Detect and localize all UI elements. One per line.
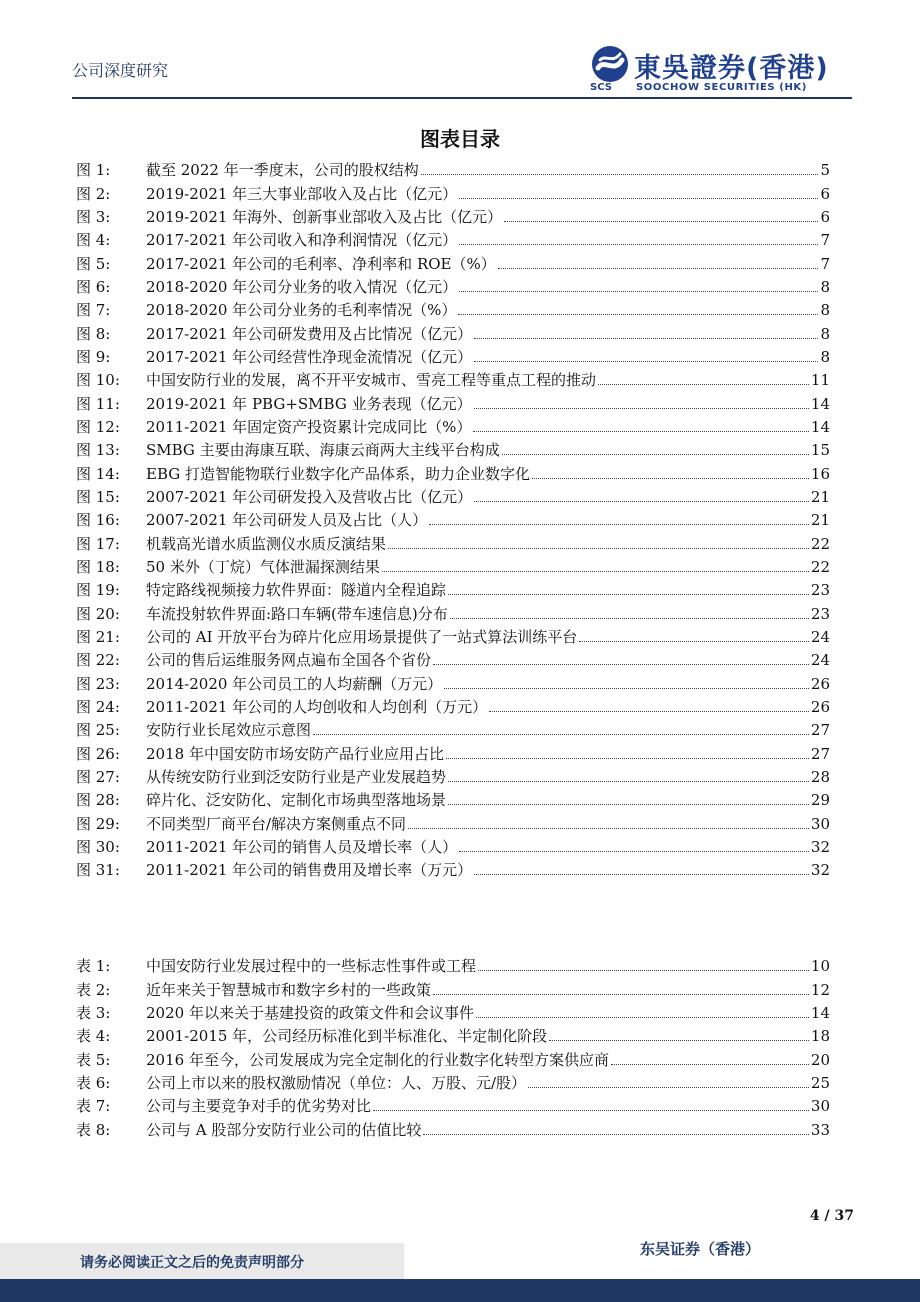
entry-title: 公司与 A 股部分安防行业公司的估值比较 — [146, 1120, 422, 1139]
entry-page: 30 — [810, 1097, 830, 1116]
entry-title: 公司的售后运维服务网点遍布全国各个省份 — [146, 651, 432, 670]
entry-page: 32 — [810, 837, 830, 856]
figure-entry[interactable] — [76, 857, 830, 880]
dot-leader — [313, 734, 809, 735]
entry-number: 图 5: — [76, 254, 111, 273]
figure-entry[interactable] — [76, 297, 830, 320]
entry-number: 图 12: — [76, 417, 120, 436]
figure-entry[interactable] — [76, 810, 830, 833]
dot-leader — [459, 198, 818, 199]
entry-page: 12 — [810, 980, 830, 999]
entry-title: 车流投射软件界面:路口车辆(带车速信息)分布 — [146, 604, 448, 623]
entry-page: 6 — [820, 184, 830, 203]
figure-entry[interactable] — [76, 390, 830, 413]
entry-number: 图 3: — [76, 207, 111, 226]
figure-entry[interactable] — [76, 530, 830, 553]
dot-leader — [423, 1134, 809, 1135]
figure-entry[interactable] — [76, 577, 830, 600]
dot-leader — [429, 524, 809, 525]
entry-number: 图 25: — [76, 721, 120, 740]
entry-title: SMBG 主要由海康互联、海康云商两大主线平台构成 — [146, 441, 500, 460]
entry-number: 图 21: — [76, 627, 120, 646]
table-entry[interactable] — [76, 1070, 830, 1093]
figure-entry[interactable] — [76, 507, 830, 530]
entry-page: 29 — [810, 791, 830, 810]
entry-number: 表 8: — [76, 1120, 111, 1139]
table-entry[interactable] — [76, 1046, 830, 1069]
figure-list — [76, 157, 830, 880]
entry-page: 27 — [810, 744, 830, 763]
entry-title: 不同类型厂商平台/解决方案侧重点不同 — [146, 814, 407, 833]
entry-page: 20 — [810, 1050, 830, 1069]
dot-leader — [433, 994, 809, 995]
entry-page: 5 — [820, 161, 830, 180]
entry-page: 24 — [810, 627, 830, 646]
dot-leader — [421, 174, 818, 175]
entry-number: 图 19: — [76, 581, 120, 600]
figure-entry[interactable] — [76, 624, 830, 647]
table-entry[interactable] — [76, 976, 830, 999]
logo-mark-icon — [590, 44, 630, 84]
dot-leader — [549, 1040, 809, 1041]
entry-page: 10 — [810, 957, 830, 976]
entry-title: 特定路线视频接力软件界面：隧道内全程追踪 — [146, 581, 447, 600]
figure-entry[interactable] — [76, 600, 830, 623]
entry-page: 23 — [810, 604, 830, 623]
dot-leader — [498, 268, 818, 269]
entry-title: 2017-2021 年公司的毛利率、净利率和 ROE（%） — [146, 254, 496, 273]
entry-number: 图 20: — [76, 604, 120, 623]
entry-page: 7 — [820, 254, 830, 273]
entry-number: 图 22: — [76, 651, 120, 670]
dot-leader — [476, 1017, 809, 1018]
dot-leader — [528, 1087, 809, 1088]
entry-page: 8 — [820, 324, 830, 343]
dot-leader — [448, 594, 809, 595]
entry-number: 图 17: — [76, 534, 120, 553]
figure-entry[interactable] — [76, 787, 830, 810]
figure-entry[interactable] — [76, 250, 830, 273]
table-entry[interactable] — [76, 1093, 830, 1116]
dot-leader — [598, 384, 809, 385]
dot-leader — [478, 970, 809, 971]
dot-leader — [458, 314, 818, 315]
figure-entry[interactable] — [76, 274, 830, 297]
entry-title: 2011-2021 年公司的销售人员及增长率（人） — [146, 837, 458, 856]
entry-page: 33 — [810, 1120, 830, 1139]
entry-page: 18 — [810, 1027, 830, 1046]
figure-entry[interactable] — [76, 180, 830, 203]
figure-entry[interactable] — [76, 460, 830, 483]
entry-number: 图 6: — [76, 277, 111, 296]
dot-leader — [459, 291, 818, 292]
entry-number: 图 16: — [76, 511, 120, 530]
entry-number: 图 23: — [76, 674, 120, 693]
dot-leader — [459, 244, 818, 245]
entry-title: 2019-2021 年 PBG+SMBG 业务表现（亿元） — [146, 394, 472, 413]
figure-entry[interactable] — [76, 204, 830, 227]
entry-number: 图 24: — [76, 697, 120, 716]
entry-number: 图 4: — [76, 231, 111, 250]
entry-number: 图 1: — [76, 161, 111, 180]
entry-number: 图 11: — [76, 394, 120, 413]
dot-leader — [450, 618, 809, 619]
entry-title: 2017-2021 年公司收入和净利润情况（亿元） — [146, 231, 458, 250]
entry-title: 50 米外（丁烷）气体泄漏探测结果 — [146, 557, 380, 576]
table-entry[interactable] — [76, 953, 830, 976]
dot-leader — [532, 478, 809, 479]
section-label: 公司深度研究 — [72, 61, 169, 80]
entry-page: 30 — [810, 814, 830, 833]
entry-page: 11 — [810, 371, 830, 390]
entry-number: 表 4: — [76, 1027, 111, 1046]
entry-page: 32 — [810, 861, 830, 880]
entry-title: 2007-2021 年公司研发人员及占比（人） — [146, 511, 428, 530]
entry-title: 2020 年以来关于基建投资的政策文件和会议事件 — [146, 1003, 474, 1022]
dot-leader — [444, 688, 809, 689]
entry-number: 表 5: — [76, 1050, 111, 1069]
footer-firm-name: 东吴证券（香港） — [640, 1240, 761, 1258]
entry-number: 图 9: — [76, 347, 111, 366]
dot-leader — [489, 711, 809, 712]
figure-entry[interactable] — [76, 764, 830, 787]
entry-number: 图 26: — [76, 744, 120, 763]
entry-number: 图 28: — [76, 791, 120, 810]
figure-entry[interactable] — [76, 834, 830, 857]
figure-entry[interactable] — [76, 344, 830, 367]
logo-chinese-name: 東吳證券(香港) — [634, 53, 829, 84]
entry-page: 7 — [820, 231, 830, 250]
entry-title: 公司上市以来的股权激励情况（单位：人、万股、元/股） — [146, 1073, 527, 1092]
figure-entry[interactable] — [76, 227, 830, 250]
figure-entry[interactable] — [76, 437, 830, 460]
entry-title: 截至 2022 年一季度末，公司的股权结构 — [146, 161, 419, 180]
company-logo — [590, 44, 850, 96]
entry-title: 2014-2020 年公司员工的人均薪酬（万元） — [146, 674, 443, 693]
entry-title: 2007-2021 年公司研发投入及营收占比（亿元） — [146, 487, 473, 506]
dot-leader — [448, 781, 809, 782]
table-list — [76, 953, 830, 1140]
entry-number: 图 31: — [76, 861, 120, 880]
entry-title: 近年来关于智慧城市和数字乡村的一些政策 — [146, 980, 432, 999]
entry-page: 22 — [810, 534, 830, 553]
logo-scs: SCS — [590, 82, 612, 93]
entry-title: 2018-2020 年公司分业务的毛利率情况（%） — [146, 301, 457, 320]
dot-leader — [459, 851, 809, 852]
dot-leader — [474, 361, 818, 362]
entry-page: 27 — [810, 721, 830, 740]
entry-number: 图 14: — [76, 464, 120, 483]
entry-page: 14 — [810, 1003, 830, 1022]
entry-title: 机载高光谱水质监测仪水质反演结果 — [146, 534, 387, 553]
entry-page: 21 — [810, 487, 830, 506]
entry-number: 图 30: — [76, 837, 120, 856]
entry-number: 图 29: — [76, 814, 120, 833]
figure-entry[interactable] — [76, 320, 830, 343]
entry-page: 16 — [810, 464, 830, 483]
dot-leader — [382, 571, 809, 572]
dot-leader — [611, 1064, 809, 1065]
dot-leader — [408, 828, 809, 829]
figure-entry[interactable] — [76, 157, 830, 180]
entry-page: 14 — [810, 417, 830, 436]
dot-leader — [473, 431, 808, 432]
dot-leader — [502, 454, 809, 455]
dot-leader — [474, 408, 809, 409]
entry-number: 图 27: — [76, 767, 120, 786]
entry-title: 2016 年至今，公司发展成为完全定制化的行业数字化转型方案供应商 — [146, 1050, 609, 1069]
entry-number: 图 13: — [76, 441, 120, 460]
entry-page: 8 — [820, 277, 830, 296]
entry-title: 2019-2021 年三大事业部收入及占比（亿元） — [146, 184, 458, 203]
entry-number: 图 2: — [76, 184, 111, 203]
dot-leader — [579, 641, 809, 642]
dot-leader — [474, 874, 809, 875]
dot-leader — [433, 664, 809, 665]
entry-page: 26 — [810, 697, 830, 716]
dot-leader — [474, 338, 818, 339]
entry-number: 图 18: — [76, 557, 120, 576]
dot-leader — [474, 501, 809, 502]
entry-number: 图 15: — [76, 487, 120, 506]
entry-title: 安防行业长尾效应示意图 — [146, 721, 312, 740]
entry-title: 2018 年中国安防市场安防产品行业应用占比 — [146, 744, 444, 763]
entry-title: 中国安防行业发展过程中的一些标志性事件或工程 — [146, 957, 477, 976]
entry-page: 23 — [810, 581, 830, 600]
entry-number: 表 7: — [76, 1097, 111, 1116]
entry-page: 22 — [810, 557, 830, 576]
figure-entry[interactable] — [76, 554, 830, 577]
entry-page: 26 — [810, 674, 830, 693]
entry-title: 碎片化、泛安防化、定制化市场典型落地场景 — [146, 791, 447, 810]
entry-page: 14 — [810, 394, 830, 413]
entry-title: 2018-2020 年公司分业务的收入情况（亿元） — [146, 277, 458, 296]
dot-leader — [373, 1110, 809, 1111]
page-number: 4 / 37 — [809, 1208, 854, 1224]
entry-title: 2011-2021 年固定资产投资累计完成同比（%） — [146, 417, 472, 436]
logo-english-name: SOOCHOW SECURITIES (HK) — [636, 82, 807, 93]
figure-entry[interactable] — [76, 717, 830, 740]
table-entry[interactable] — [76, 1023, 830, 1046]
figure-entry[interactable] — [76, 647, 830, 670]
entry-title: 公司的 AI 开放平台为碎片化应用场景提供了一站式算法训练平台 — [146, 627, 578, 646]
entry-title: 2019-2021 年海外、创新事业部收入及占比（亿元） — [146, 207, 503, 226]
entry-title: 公司与主要竞争对手的优劣势对比 — [146, 1097, 372, 1116]
figure-entry[interactable] — [76, 414, 830, 437]
footer-disclaimer: 请务必阅读正文之后的免责声明部分 — [80, 1255, 304, 1271]
entry-title: 2011-2021 年公司的销售费用及增长率（万元） — [146, 861, 473, 880]
footer-disclaimer-box — [0, 1243, 404, 1279]
entry-title: 2011-2021 年公司的人均创收和人均创利（万元） — [146, 697, 488, 716]
entry-page: 25 — [810, 1073, 830, 1092]
entry-number: 表 3: — [76, 1003, 111, 1022]
entry-title: 2017-2021 年公司研发费用及占比情况（亿元） — [146, 324, 473, 343]
entry-title: 2017-2021 年公司经营性净现金流情况（亿元） — [146, 347, 473, 366]
dot-leader — [504, 221, 818, 222]
entry-title: EBG 打造智能物联行业数字化产品体系，助力企业数字化 — [146, 464, 531, 483]
table-entry[interactable] — [76, 1116, 830, 1139]
entry-page: 28 — [810, 767, 830, 786]
table-entry[interactable] — [76, 1000, 830, 1023]
figure-entry[interactable] — [76, 484, 830, 507]
entry-number: 表 2: — [76, 980, 111, 999]
entry-page: 8 — [820, 347, 830, 366]
entry-page: 6 — [820, 207, 830, 226]
footer-bar — [0, 1279, 920, 1302]
entry-number: 图 8: — [76, 324, 111, 343]
entry-number: 表 1: — [76, 957, 111, 976]
header-divider — [72, 97, 852, 99]
dot-leader — [388, 548, 809, 549]
entry-number: 图 10: — [76, 371, 120, 390]
entry-number: 表 6: — [76, 1073, 111, 1092]
figure-entry[interactable] — [76, 367, 830, 390]
entry-page: 24 — [810, 651, 830, 670]
figure-entry[interactable] — [76, 740, 830, 763]
entry-number: 图 7: — [76, 301, 111, 320]
entry-page: 15 — [810, 441, 830, 460]
entry-title: 2001-2015 年，公司经历标准化到半标准化、半定制化阶段 — [146, 1027, 548, 1046]
entry-title: 中国安防行业的发展，离不开平安城市、雪亮工程等重点工程的推动 — [146, 371, 597, 390]
figure-entry[interactable] — [76, 694, 830, 717]
dot-leader — [446, 758, 809, 759]
entry-page: 8 — [820, 301, 830, 320]
entry-title: 从传统安防行业到泛安防行业是产业发展趋势 — [146, 767, 447, 786]
page-title: 图表目录 — [420, 127, 500, 151]
figure-entry[interactable] — [76, 670, 830, 693]
entry-page: 21 — [810, 511, 830, 530]
dot-leader — [448, 804, 809, 805]
